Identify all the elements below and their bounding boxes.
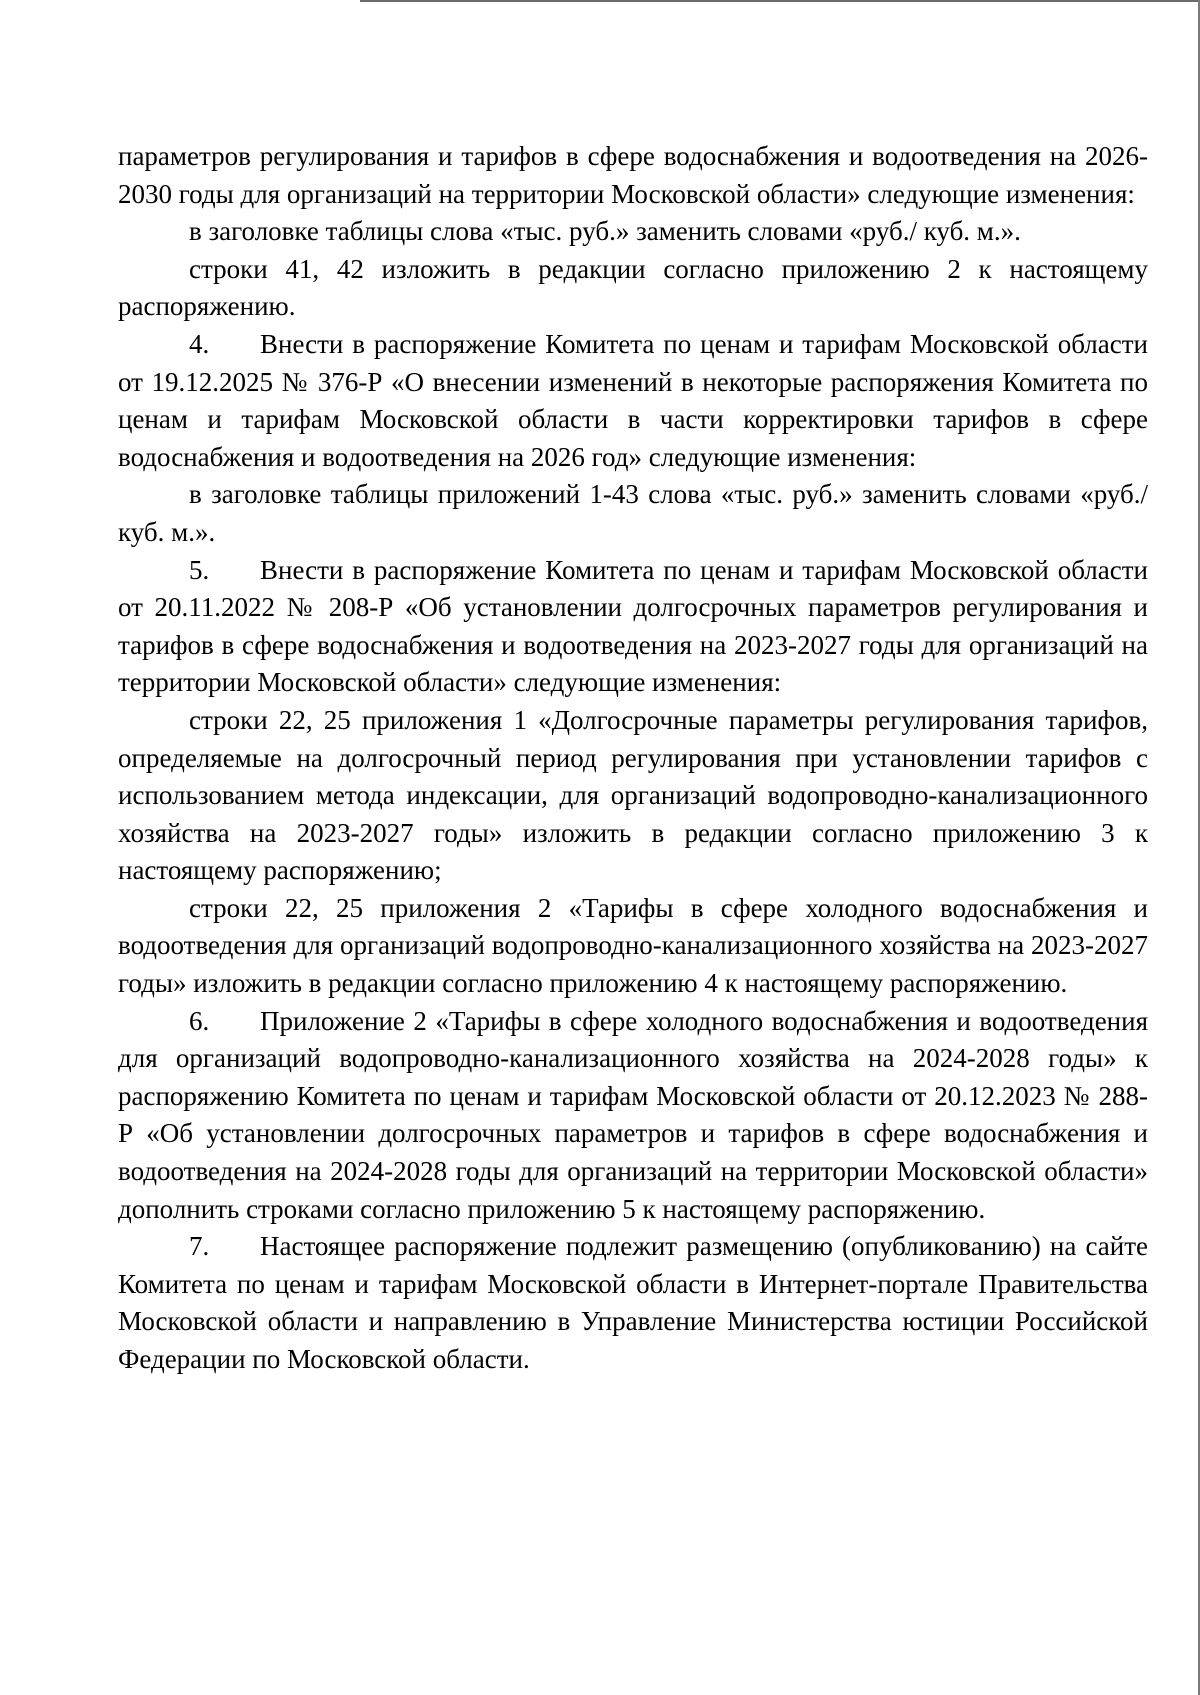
- paragraph-item-6: [118, 1003, 1148, 1229]
- paragraph-text: строки 41, 42 изложить в редакции согласно приложению 2 к настоящему распоряжению.: [118, 253, 1148, 322]
- scan-edge-top: [360, 0, 1200, 2]
- paragraph-item-5: [118, 552, 1148, 702]
- paragraph-item-7: [118, 1228, 1148, 1378]
- paragraph-text: Приложение 2 «Тарифы в сфере холодного водоснабжения и водоотведения для организаций водопроводно-канализационного хозяйства на 2024-2028 годы» к распоряжению Комитета по ценам и тарифам Московской области от 20.12.2023 № 288-Р «Об установлении долгосрочных параметров и тарифов в сфере водоснабжения и водоотведения на 2024-2028 годы для организаций на территории Московской области» дополнить строками согласно приложению 5 к настоящему распоряжению.: [118, 1005, 1148, 1224]
- paragraph-text: Внести в распоряжение Комитета по ценам и тарифам Московской области от 20.11.2022 № 208-Р «Об установлении долгосрочных параметров регулирования и тарифов в сфере водоснабжения и водоотведения на 2023-2027 годы для организаций на территории Московской области» следующие изменения:: [118, 554, 1148, 698]
- paragraph-item-4: [118, 326, 1148, 476]
- document-body: [118, 138, 1148, 1379]
- item-number: 6.: [189, 1005, 210, 1036]
- item-number: 7.: [189, 1231, 210, 1262]
- item-number: 5.: [189, 554, 210, 585]
- paragraph-text: в заголовке таблицы приложений 1-43 слова «тыс. руб.» заменить словами «руб./ куб. м.».: [118, 479, 1148, 547]
- paragraph-text: Внести в распоряжение Комитета по ценам и тарифам Московской области от 19.12.2025 № 376-Р «О внесении изменений в некоторые распоряжения Комитета по ценам и тарифам Московской области в части корректировки тарифов в сфере водоснабжения и водоотведения на 2026 год» следующие изменения:: [118, 328, 1148, 472]
- paragraph-text: строки 22, 25 приложения 1 «Долгосрочные параметры регулирования тарифов, определяемые на долгосрочный период регулирования при установлении тарифов с использованием метода индексации, для организаций водопроводно-канализационного хозяйства на 2023-2027 годы» изложить в редакции согласно приложению 3 к настоящему распоряжению;: [118, 704, 1148, 886]
- item-number: 4.: [189, 328, 210, 359]
- paragraph-text: в заголовке таблицы слова «тыс. руб.» заменить словами «руб./ куб. м.».: [189, 216, 1021, 247]
- paragraph-item-5a: [118, 702, 1148, 890]
- paragraph-intro: [118, 138, 1148, 213]
- paragraph-item-3a: [118, 213, 1148, 251]
- paragraph-item-3b: [118, 251, 1148, 326]
- paragraph-text: строки 22, 25 приложения 2 «Тарифы в сфере холодного водоснабжения и водоотведения для организаций водопроводно-канализационного хозяйства на 2023-2027 годы» изложить в редакции согласно приложению 4 к настоящему распоряжению.: [118, 892, 1148, 999]
- paragraph-item-5b: [118, 890, 1148, 1003]
- paragraph-text: параметров регулирования и тарифов в сфере водоснабжения и водоотведения на 2026-2030 годы для организаций на территории Московской области» следующие изменения:: [118, 141, 1148, 209]
- paragraph-text: Настоящее распоряжение подлежит размещению (опубликованию) на сайте Комитета по ценам и тарифам Московской области в Интернет-портале Правительства Московской области и направлению в Управление Министерства юстиции Российской Федерации по Московской области.: [118, 1231, 1148, 1374]
- paragraph-item-4a: [118, 476, 1148, 551]
